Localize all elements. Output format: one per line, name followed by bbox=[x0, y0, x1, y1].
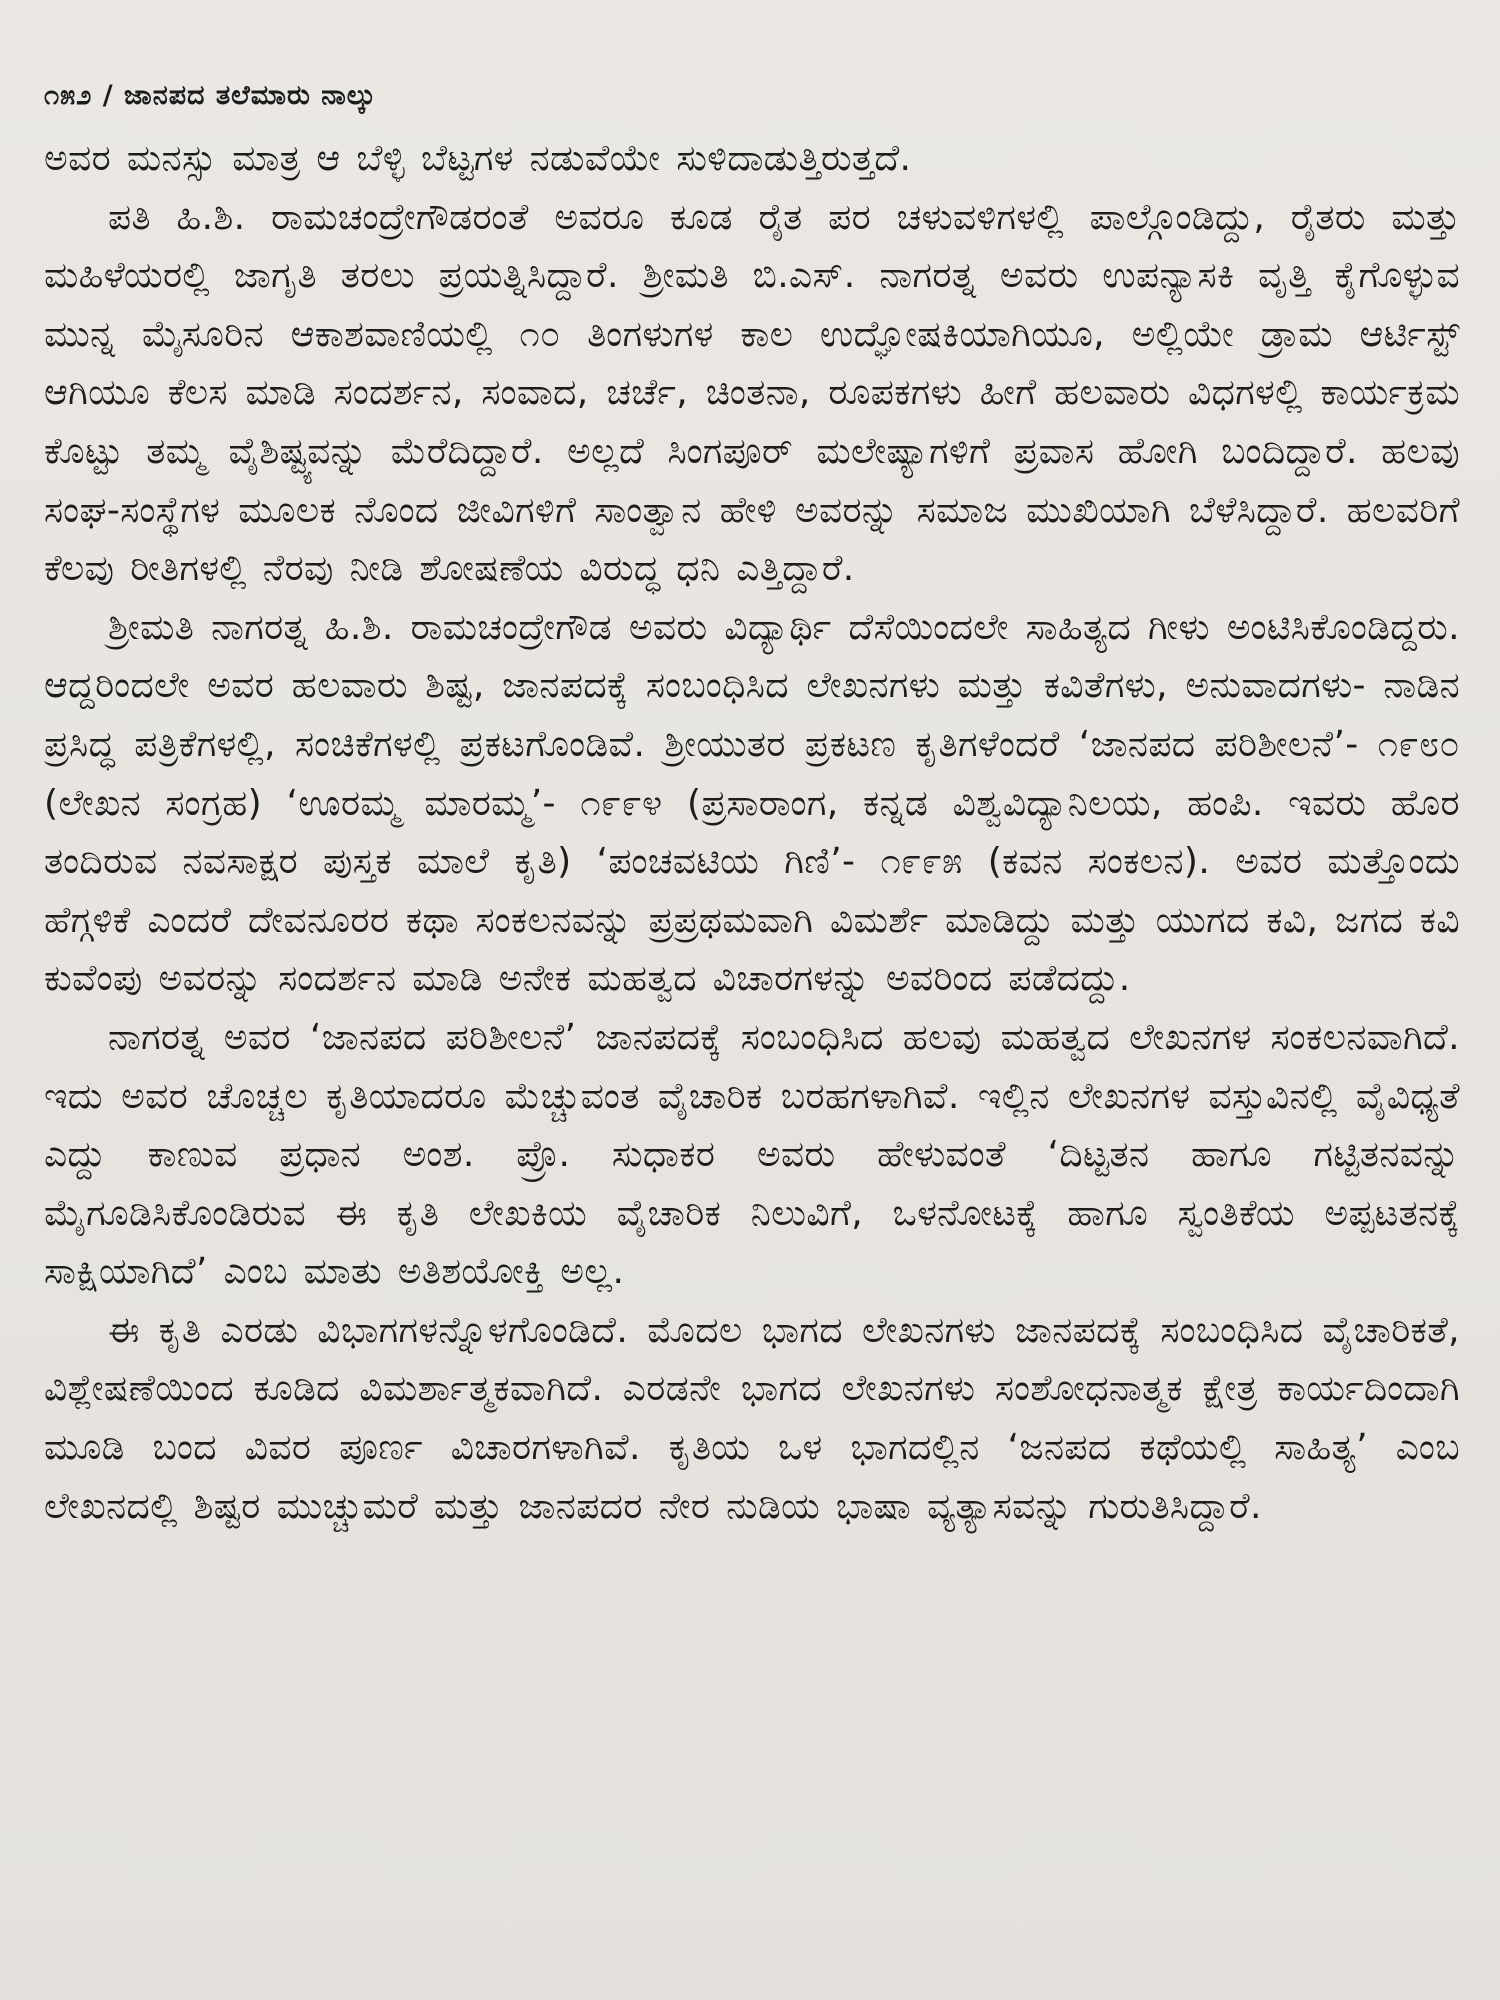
paragraph: ಪತಿ ಹಿ.ಶಿ. ರಾಮಚಂದ್ರೇಗೌಡರಂತೆ ಅವರೂ ಕೂಡ ರೈತ ಪರ ಚಳುವಳಿಗಳಲ್ಲಿ ಪಾಲ್ಗೊಂಡಿದ್ದು, ರೈತರು ಮತ್ತು ಮಹಿಳೆಯರಲ್ಲಿ ಜಾಗೃತಿ ತರಲು ಪ್ರಯತ್ನಿಸಿದ್ದಾರೆ. ಶ್ರೀಮತಿ ಬಿ.ಎಸ್. ನಾಗರತ್ನ ಅವರು ಉಪನ್ಯಾಸಕಿ ವೃತ್ತಿ ಕೈಗೊಳ್ಳುವ ಮುನ್ನ ಮೈಸೂರಿನ ಆಕಾಶವಾಣಿಯಲ್ಲಿ ೧೦ ತಿಂಗಳುಗಳ ಕಾಲ ಉದ್ಘೋಷಕಿಯಾಗಿಯೂ, ಅಲ್ಲಿಯೇ ಡ್ರಾಮ ಆರ್ಟಿಸ್ಟ್ ಆಗಿಯೂ ಕೆಲಸ ಮಾಡಿ ಸಂದರ್ಶನ, ಸಂವಾದ, ಚರ್ಚೆ, ಚಿಂತನಾ, ರೂಪಕಗಳು ಹೀಗೆ ಹಲವಾರು ವಿಧಗಳಲ್ಲಿ ಕಾರ್ಯಕ್ರಮ ಕೊಟ್ಟು ತಮ್ಮ ವೈಶಿಷ್ಟ್ಯವನ್ನು ಮೆರೆದಿದ್ದಾರೆ. ಅಲ್ಲದೆ ಸಿಂಗಪೂರ್ ಮಲೇಷ್ಯಾಗಳಿಗೆ ಪ್ರವಾಸ ಹೋಗಿ ಬಂದಿದ್ದಾರೆ. ಹಲವು ಸಂಘ-ಸಂಸ್ಥೆಗಳ ಮೂಲಕ ನೊಂದ ಜೀವಿಗಳಿಗೆ ಸಾಂತ್ವಾನ ಹೇಳಿ ಅವರನ್ನು ಸಮಾಜ ಮುಖಿಯಾಗಿ ಬೆಳೆಸಿದ್ದಾರೆ. ಹಲವರಿಗೆ ಕೆಲವು ರೀತಿಗಳಲ್ಲಿ ನೆರವು ನೀಡಿ ಶೋಷಣೆಯ ವಿರುದ್ಧ ಧನಿ ಎತ್ತಿದ್ದಾರೆ. bbox=[44, 196, 1460, 590]
paragraph: ನಾಗರತ್ನ ಅವರ ‘ಜಾನಪದ ಪರಿಶೀಲನೆ’ ಜಾನಪದಕ್ಕೆ ಸಂಬಂಧಿಸಿದ ಹಲವು ಮಹತ್ವದ ಲೇಖನಗಳ ಸಂಕಲನವಾಗಿದೆ. ಇದು ಅವರ ಚೊಚ್ಚಲ ಕೃತಿಯಾದರೂ ಮೆಚ್ಚುವಂತ ವೈಚಾರಿಕ ಬರಹಗಳಾಗಿವೆ. ಇಲ್ಲಿನ ಲೇಖನಗಳ ವಸ್ತುವಿನಲ್ಲಿ ವೈವಿಧ್ಯತೆ ಎದ್ದು ಕಾಣುವ ಪ್ರಧಾನ ಅಂಶ. ಪ್ರೊ. ಸುಧಾಕರ ಅವರು ಹೇಳುವಂತೆ ‘ದಿಟ್ಟತನ ಹಾಗೂ ಗಟ್ಟಿತನವನ್ನು ಮೈಗೂಡಿಸಿಕೊಂಡಿರುವ ಈ ಕೃತಿ ಲೇಖಕಿಯ ವೈಚಾರಿಕ ನಿಲುವಿಗೆ, ಒಳನೋಟಕ್ಕೆ ಹಾಗೂ ಸ್ವಂತಿಕೆಯ ಅಪ್ಪಟತನಕ್ಕೆ ಸಾಕ್ಷಿಯಾಗಿದೆ’ ಎಂಬ ಮಾತು ಅತಿಶಯೋಕ್ತಿ ಅಲ್ಲ. bbox=[44, 1016, 1460, 1293]
body-text bbox=[44, 130, 1460, 1536]
paragraph: ಶ್ರೀಮತಿ ನಾಗರತ್ನ ಹಿ.ಶಿ. ರಾಮಚಂದ್ರೇಗೌಡ ಅವರು ವಿದ್ಯಾರ್ಥಿ ದೆಸೆಯಿಂದಲೇ ಸಾಹಿತ್ಯದ ಗೀಳು ಅಂಟಿಸಿಕೊಂಡಿದ್ದರು. ಆದ್ದರಿಂದಲೇ ಅವರ ಹಲವಾರು ಶಿಷ್ಟ, ಜಾನಪದಕ್ಕೆ ಸಂಬಂಧಿಸಿದ ಲೇಖನಗಳು ಮತ್ತು ಕವಿತೆಗಳು, ಅನುವಾದಗಳು- ನಾಡಿನ ಪ್ರಸಿದ್ಧ ಪತ್ರಿಕೆಗಳಲ್ಲಿ, ಸಂಚಿಕೆಗಳಲ್ಲಿ ಪ್ರಕಟಗೊಂಡಿವೆ. ಶ್ರೀಯುತರ ಪ್ರಕಟಣ ಕೃತಿಗಳೆಂದರೆ ‘ಜಾನಪದ ಪರಿಶೀಲನೆ’- ೧೯೮೦ (ಲೇಖನ ಸಂಗ್ರಹ) ‘ಊರಮ್ಮ ಮಾರಮ್ಮ’- ೧೯೯೪ (ಪ್ರಸಾರಾಂಗ, ಕನ್ನಡ ವಿಶ್ವವಿದ್ಯಾನಿಲಯ, ಹಂಪಿ. ಇವರು ಹೊರ ತಂದಿರುವ ನವಸಾಕ್ಷರ ಪುಸ್ತಕ ಮಾಲೆ ಕೃತಿ) ‘ಪಂಚವಟಿಯ ಗಿಣಿ’- ೧೯೯೫ (ಕವನ ಸಂಕಲನ). ಅವರ ಮತ್ತೊಂದು ಹೆಗ್ಗಳಿಕೆ ಎಂದರೆ ದೇವನೂರರ ಕಥಾ ಸಂಕಲನವನ್ನು ಪ್ರಪ್ರಥಮವಾಗಿ ವಿಮರ್ಶೆ ಮಾಡಿದ್ದು ಮತ್ತು ಯುಗದ ಕವಿ, ಜಗದ ಕವಿ ಕುವೆಂಪು ಅವರನ್ನು ಸಂದರ್ಶನ ಮಾಡಿ ಅನೇಕ ಮಹತ್ವದ ವಿಚಾರಗಳನ್ನು ಅವರಿಂದ ಪಡೆದದ್ದು. bbox=[44, 606, 1460, 1000]
paragraph: ಅವರ ಮನಸ್ಸು ಮಾತ್ರ ಆ ಬೆಳ್ಳಿ ಬೆಟ್ಟಗಳ ನಡುವೆಯೇ ಸುಳಿದಾಡುತ್ತಿರುತ್ತದೆ. bbox=[44, 138, 912, 179]
paragraph: ಈ ಕೃತಿ ಎರಡು ವಿಭಾಗಗಳನ್ನೊಳಗೊಂಡಿದೆ. ಮೊದಲ ಭಾಗದ ಲೇಖನಗಳು ಜಾನಪದಕ್ಕೆ ಸಂಬಂಧಿಸಿದ ವೈಚಾರಿಕತೆ, ವಿಶ್ಲೇಷಣೆಯಿಂದ ಕೂಡಿದ ವಿಮರ್ಶಾತ್ಮಕವಾಗಿದೆ. ಎರಡನೇ ಭಾಗದ ಲೇಖನಗಳು ಸಂಶೋಧನಾತ್ಮಕ ಕ್ಷೇತ್ರ ಕಾರ್ಯದಿಂದಾಗಿ ಮೂಡಿ ಬಂದ ವಿವರ ಪೂರ್ಣ ವಿಚಾರಗಳಾಗಿವೆ. ಕೃತಿಯ ಒಳ ಭಾಗದಲ್ಲಿನ ‘ಜನಪದ ಕಥೆಯಲ್ಲಿ ಸಾಹಿತ್ಯ’ ಎಂಬ ಲೇಖನದಲ್ಲಿ ಶಿಷ್ಟರ ಮುಚ್ಚುಮರೆ ಮತ್ತು ಜಾನಪದರ ನೇರ ನುಡಿಯ ಭಾಷಾ ವ್ಯತ್ಯಾಸವನ್ನು ಗುರುತಿಸಿದ್ದಾರೆ. bbox=[44, 1309, 1460, 1527]
running-head: ೧೫೨ / ಜಾನಪದ ತಲೆಮಾರು ನಾಲ್ಕು bbox=[44, 80, 377, 111]
